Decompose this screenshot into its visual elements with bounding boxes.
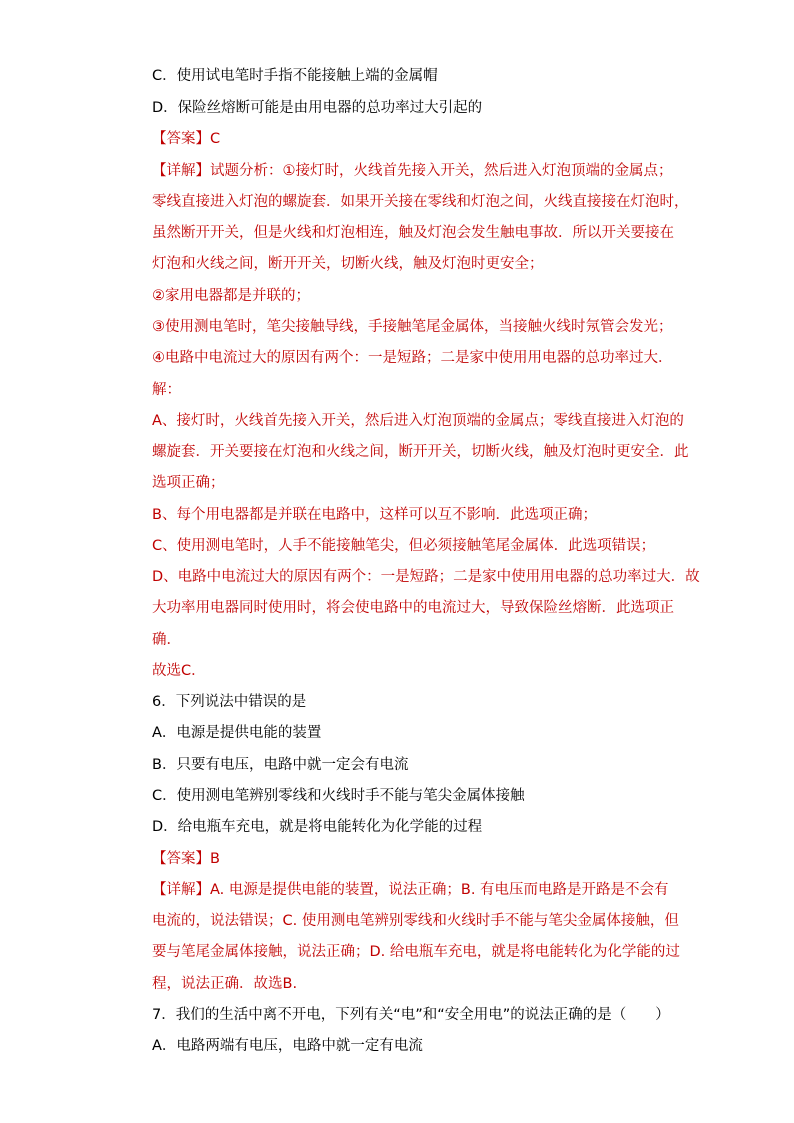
q6-option-b: B．只要有电压，电路中就一定会有电流	[152, 757, 409, 773]
q7-stem: 7．我们的生活中离不开电，下列有关“电”和“安全用电”的说法正确的是（ ）	[152, 1007, 670, 1023]
q6-option-d: D．给电瓶车充电，就是将电能转化为化学能的过程	[152, 819, 483, 835]
detail-text: A. 电源是提供电能的装置，说法正确；B. 有电压而电路是开路是不会有	[210, 882, 669, 898]
q5-detail-line-7: ④电路中电流过大的原因有两个：一是短路；二是家中使用用电器的总功率过大．	[152, 350, 673, 366]
q5-detail-line-8: 解：	[152, 382, 181, 398]
detail-tag: 【详解】	[152, 882, 210, 898]
answer-tag: 【答案】	[152, 131, 210, 147]
q6-option-a: A．电源是提供电能的装置	[152, 725, 322, 741]
answer-value: C	[210, 131, 221, 147]
q5-detail-line-6: ③使用测电笔时，笔尖接触导线，手接触笔尾金属体，当接触火线时氖管会发光；	[152, 319, 673, 335]
q5-detail-line-10: 螺旋套．开关要接在灯泡和火线之间，断开开关，切断火线，触及灯泡时更安全．此	[152, 444, 689, 460]
q6-detail-line-4: 程，说法正确．故选B.	[152, 976, 298, 992]
answer-value: B	[210, 851, 220, 867]
q7-option-a: A．电路两端有电压，电路中就一定有电流	[152, 1038, 423, 1054]
q6-detail-line-2: 电流的，说法错误；C. 使用测电笔辨别零线和火线时手不能与笔尖金属体接触，但	[152, 913, 679, 929]
answer-tag: 【答案】	[152, 851, 210, 867]
q5-detail-line-14: D、电路中电流过大的原因有两个：一是短路；二是家中使用用电器的总功率过大．故	[152, 569, 700, 585]
q5-detail-line-2: 零线直接进入灯泡的螺旋套．如果开关接在零线和灯泡之间，火线直接接在灯泡时，	[152, 194, 689, 210]
q5-detail-line-4: 灯泡和火线之间，断开开关，切断火线，触及灯泡时更安全；	[152, 256, 544, 272]
q5-detail-line-15: 大功率用电器同时使用时，将会使电路中的电流过大，导致保险丝熔断．此选项正	[152, 600, 674, 616]
q5-detail-line-16: 确．	[152, 632, 181, 648]
q5-detail-line-13: C、使用测电笔时，人手不能接触笔尖，但必须接触笔尾金属体．此选项错误；	[152, 538, 656, 554]
q6-answer	[152, 849, 220, 869]
detail-tag: 【详解】	[152, 163, 210, 179]
q5-detail-line-1	[152, 161, 673, 181]
q6-option-c: C．使用测电笔辨别零线和火线时手不能与笔尖金属体接触	[152, 788, 525, 804]
q6-detail-line-3: 要与笔尾金属体接触，说法正确；D. 给电瓶车充电，就是将电能转化为化学能的过	[152, 944, 680, 960]
q5-detail-line-5: ②家用电器都是并联的；	[152, 288, 310, 304]
q5-detail-line-12: B、每个用电器都是并联在电路中，这样可以互不影响．此选项正确；	[152, 507, 597, 523]
q5-option-d: D．保险丝熔断可能是由用电器的总功率过大引起的	[152, 100, 483, 116]
q5-detail-line-11: 选项正确；	[152, 475, 225, 491]
detail-text: 试题分析：①接灯时，火线首先接入开关，然后进入灯泡顶端的金属点；	[210, 163, 673, 179]
q6-detail-line-1	[152, 880, 669, 900]
q5-answer	[152, 129, 220, 149]
q5-detail-line-17: 故选C．	[152, 663, 206, 679]
q5-detail-line-9: A、接灯时，火线首先接入开关，然后进入灯泡顶端的金属点；零线直接进入灯泡的	[152, 413, 684, 429]
q5-detail-line-3: 虽然断开开关，但是火线和灯泡相连，触及灯泡会发生触电事故．所以开关要接在	[152, 225, 674, 241]
q6-stem: 6．下列说法中错误的是	[152, 694, 307, 710]
q5-option-c: C．使用试电笔时手指不能接触上端的金属帽	[152, 68, 438, 84]
